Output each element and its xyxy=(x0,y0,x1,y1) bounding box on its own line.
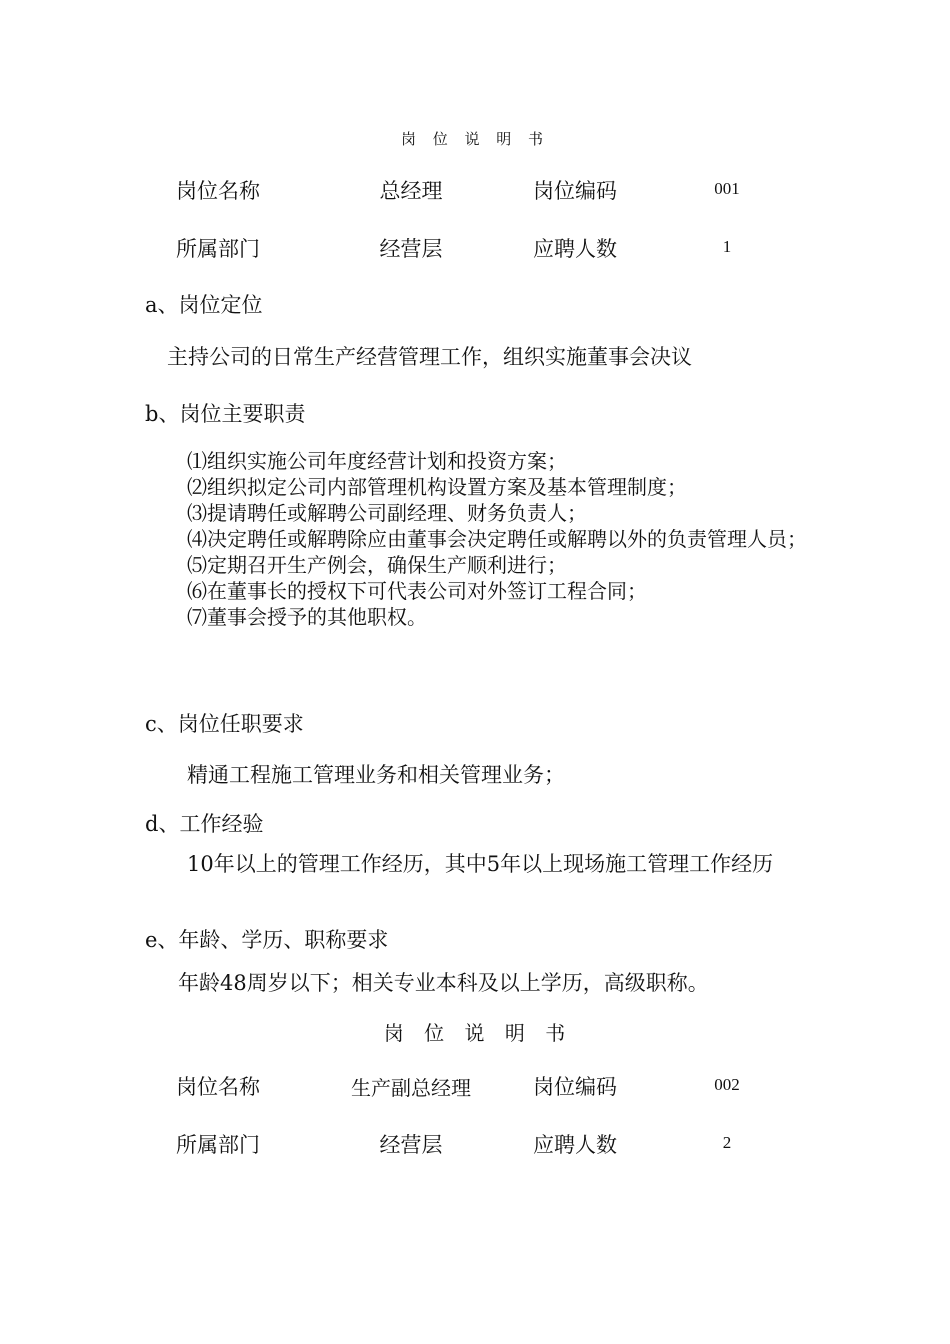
duty-item-4: ⑷决定聘任或解聘除应由董事会决定聘任或解聘以外的负责管理人员； xyxy=(187,527,807,551)
doc1-value-headcount: 1 xyxy=(722,237,732,256)
duty-item-1: ⑴组织实施公司年度经营计划和投资方案； xyxy=(187,449,567,473)
duty-item-5: ⑸定期召开生产例会，确保生产顺利进行； xyxy=(187,553,567,577)
duties-list xyxy=(145,448,825,630)
duty-item-6: ⑹在董事长的授权下可代表公司对外签订工程合同； xyxy=(187,579,647,603)
section-d-text: 10年以上的管理工作经历，其中5年以上现场施工管理工作经历 xyxy=(187,852,774,876)
doc1-value-position-code: 001 xyxy=(714,179,740,198)
doc2-title: 岗 位 说 明 书 xyxy=(383,1021,573,1045)
section-e-text: 年龄48周岁以下；相关专业本科及以上学历，高级职称。 xyxy=(178,971,709,995)
doc1-label-position-code: 岗位编码 xyxy=(533,179,617,203)
doc2-label-position-name: 岗位名称 xyxy=(176,1075,260,1099)
section-d-heading: d、工作经验 xyxy=(145,812,264,836)
duty-item-7: ⑺董事会授予的其他职权。 xyxy=(187,605,427,629)
doc1-label-headcount: 应聘人数 xyxy=(533,237,617,261)
section-e-heading: e、年龄、学历、职称要求 xyxy=(145,928,389,952)
doc2-value-position-name: 生产副总经理 xyxy=(351,1076,471,1100)
doc2-value-position-code: 002 xyxy=(714,1075,740,1094)
section-b-heading: b、岗位主要职责 xyxy=(145,402,306,426)
duty-item-2: ⑵组织拟定公司内部管理机构设置方案及基本管理制度； xyxy=(187,475,687,499)
doc2-label-headcount: 应聘人数 xyxy=(533,1133,617,1157)
doc2-value-headcount: 2 xyxy=(722,1133,732,1152)
doc1-value-department: 经营层 xyxy=(379,237,443,261)
section-c-text: 精通工程施工管理业务和相关管理业务； xyxy=(187,763,565,787)
section-a-text: 主持公司的日常生产经营管理工作，组织实施董事会决议 xyxy=(167,345,692,369)
doc1-title: 岗 位 说 明 书 xyxy=(400,130,550,148)
duty-item-3: ⑶提请聘任或解聘公司副经理、财务负责人； xyxy=(187,501,587,525)
doc1-label-department: 所属部门 xyxy=(176,237,260,261)
section-a-heading: a、岗位定位 xyxy=(145,293,263,317)
section-c-heading: c、岗位任职要求 xyxy=(145,712,304,736)
doc2-label-department: 所属部门 xyxy=(176,1133,260,1157)
doc2-label-position-code: 岗位编码 xyxy=(533,1075,617,1099)
doc1-label-position-name: 岗位名称 xyxy=(176,179,260,203)
doc1-value-position-name: 总经理 xyxy=(379,179,443,203)
doc2-value-department: 经营层 xyxy=(379,1133,443,1157)
